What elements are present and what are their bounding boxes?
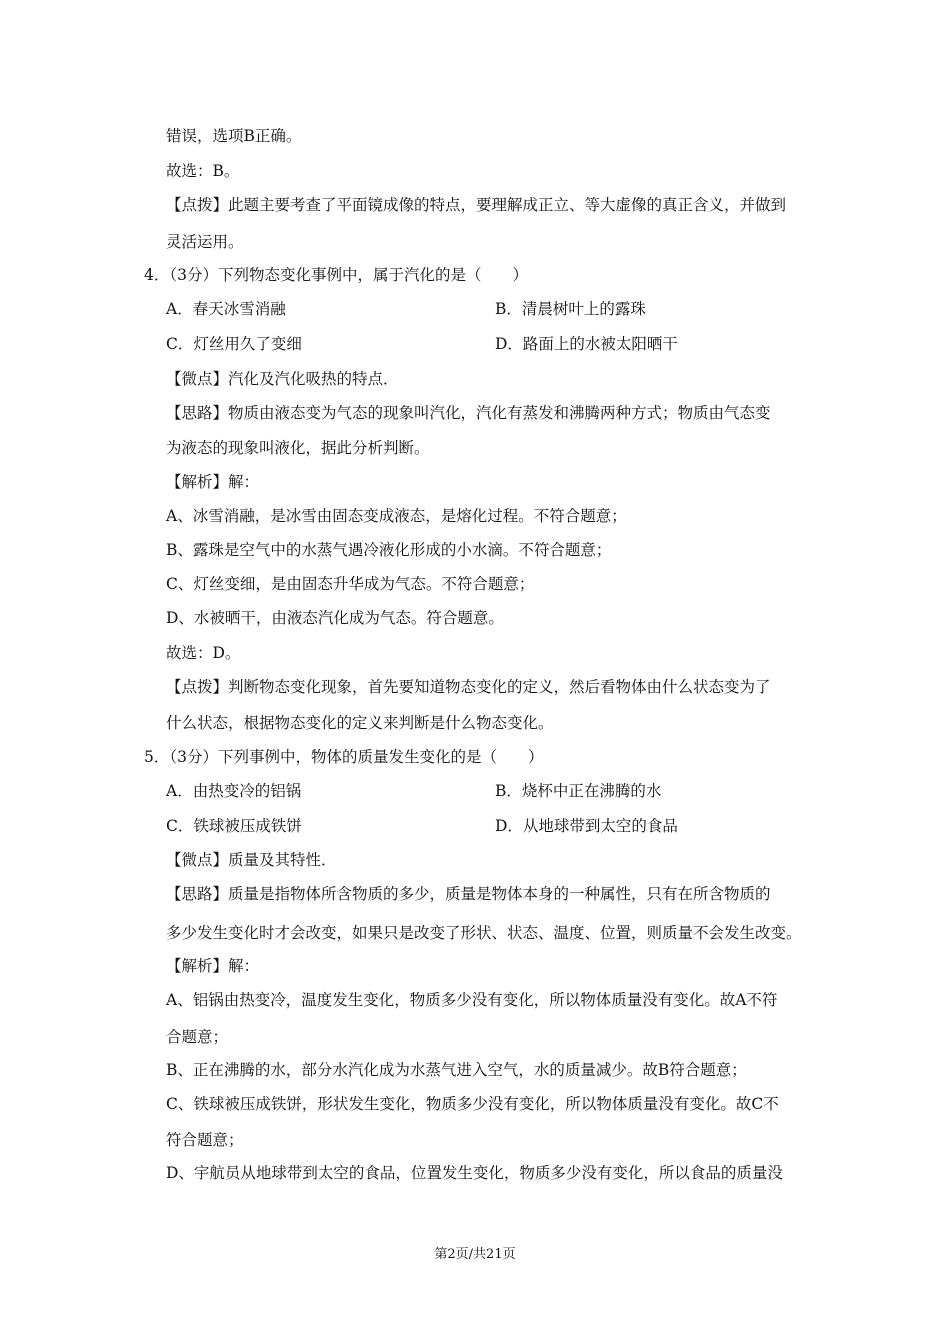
question-4-stem: 4．（3分）下列物态变化事例中，属于汽化的是（ ） (144, 266, 528, 284)
q4-tip: 什么状态，根据物态变化的定义来判断是什么物态变化。 (166, 714, 554, 732)
text-line: 【点拨】此题主要考查了平面镜成像的特点，要理解成正立、等大虚像的真正含义，并做到 (166, 196, 787, 214)
q4-analysis: C、灯丝变细，是由固态升华成为气态。不符合题意； (166, 575, 535, 593)
q5-option-a: A．由热变冷的铝锅 (166, 782, 302, 800)
q4-tip: 【点拨】判断物态变化现象，首先要知道物态变化的定义，然后看物体由什么状态变为了 (166, 678, 771, 696)
question-5-stem: 5．（3分）下列事例中，物体的质量发生变化的是（ ） (144, 748, 544, 766)
text-line: 错误，选项B正确。 (166, 127, 302, 145)
q4-option-b: B．清晨树叶上的露珠 (495, 300, 646, 318)
q4-thinking: 【思路】物质由液态变为气态的现象叫汽化，汽化有蒸发和沸腾两种方式；物质由气态变 (166, 404, 771, 422)
q5-analysis: 合题意； (166, 1028, 229, 1046)
page-footer: 第2页/共21页 (434, 1247, 516, 1262)
q4-micro-point: 【微点】汽化及汽化吸热的特点． (166, 370, 399, 388)
q5-analysis: A、铝锅由热变冷，温度发生变化，物质多少没有变化，所以物体质量没有变化。故A不符 (166, 991, 778, 1009)
q5-analysis: 符合题意； (166, 1131, 244, 1149)
q4-option-a: A．春天冰雪消融 (166, 300, 286, 318)
q4-analysis: D、水被晒干，由液态汽化成为气态。符合题意。 (166, 609, 504, 627)
q5-analysis: B、正在沸腾的水，部分水汽化成为水蒸气进入空气，水的质量减少。故B符合题意； (166, 1061, 747, 1079)
q5-option-d: D．从地球带到太空的食品 (495, 817, 678, 835)
q5-micro-point: 【微点】质量及其特性． (166, 851, 337, 869)
q4-thinking: 为液态的现象叫液化，据此分析判断。 (166, 439, 430, 457)
text-line: 故选：B。 (166, 162, 240, 180)
q5-analysis: 【解析】解： (166, 957, 260, 975)
text-line: 灵活运用。 (166, 233, 244, 251)
q4-analysis: 【解析】解： (166, 473, 260, 491)
q5-option-c: C．铁球被压成铁饼 (166, 817, 302, 835)
q4-answer: 故选：D。 (166, 644, 241, 662)
q5-analysis: D、宇航员从地球带到太空的食品，位置发生变化，物质多少没有变化，所以食品的质量没 (166, 1164, 783, 1182)
q4-option-c: C．灯丝用久了变细 (166, 335, 302, 353)
q5-thinking: 多少发生变化时才会改变，如果只是改变了形状、状态、温度、位置，则质量不会发生改变。 (166, 924, 802, 942)
q5-option-b: B．烧杯中正在沸腾的水 (495, 782, 662, 800)
q4-analysis: A、冰雪消融，是冰雪由固态变成液态，是熔化过程。不符合题意； (166, 507, 627, 525)
q4-analysis: B、露珠是空气中的水蒸气遇冷液化形成的小水滴。不符合题意； (166, 541, 612, 559)
q5-thinking: 【思路】质量是指物体所含物质的多少，质量是物体本身的一种属性，只有在所含物质的 (166, 885, 771, 903)
q5-analysis: C、铁球被压成铁饼，形状发生变化，物质多少没有变化，所以物体质量没有变化。故C不 (166, 1095, 779, 1113)
q4-option-d: D．路面上的水被太阳晒干 (495, 335, 678, 353)
